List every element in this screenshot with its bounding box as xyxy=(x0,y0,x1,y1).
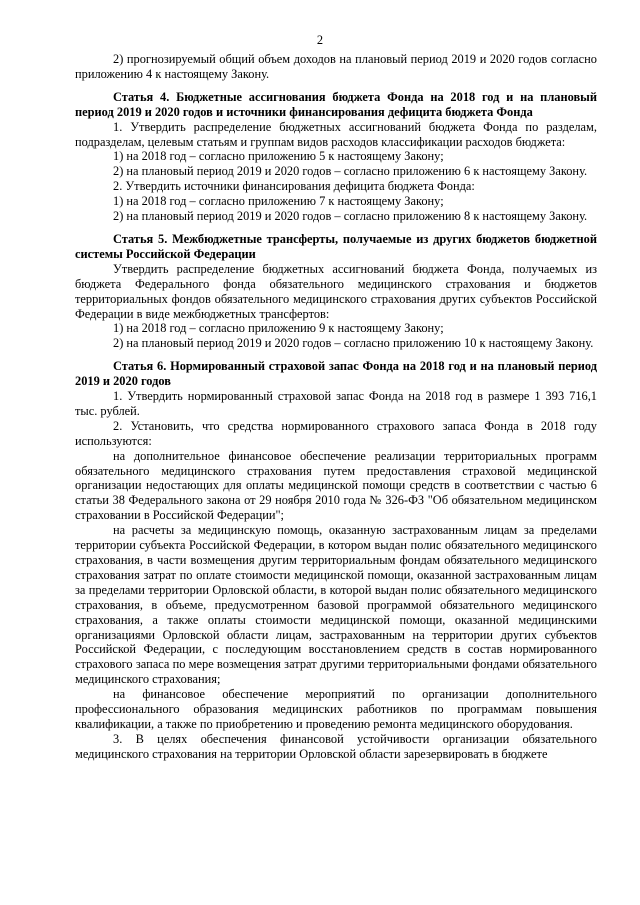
document-body xyxy=(75,52,597,762)
paragraph: 1) на 2018 год – согласно приложению 7 к настоящему Закону; xyxy=(113,194,444,209)
paragraph: Утвердить распределение бюджетных ассигнований бюджета Фонда, получаемых из бюджета Федерального фонда обязательного медицинского страхования и бюджетов территориальных фондов обязательного медицинского страхования других субъектов Российской Федерации в виде межбюджетных трансфертов: xyxy=(75,261,597,321)
page-number: 2 xyxy=(316,33,324,47)
paragraph: на расчеты за медицинскую помощь, оказанную застрахованным лицам за пределами территории субъекта Российской Федерации, в котором выдан полис обязательного медицинского страхования, в части возмещения другим территориальным фондам обязательного медицинского страхования затрат по оплате стоимости медицинской помощи, оказанной застрахованным лицам за пределами территории Орловской области, в которой выдан полис обязательного медицинского страхования, в объеме, предусмотренном базовой программой обязательного медицинского страхования, а также оплаты стоимости медицинской помощи, оказанной медицинскими организациями Орловской области лицам, застрахованным на территории других субъектов Российской Федерации, с последующим восстановлением средств в состав нормированного страхового запаса по мере возмещения затрат другими территориальными фондами обязательного медицинского страхования; xyxy=(75,523,597,687)
paragraph: 2) на плановый период 2019 и 2020 годов – согласно приложению 10 к настоящему Закону. xyxy=(113,336,594,351)
paragraph: 1) на 2018 год – согласно приложению 9 к настоящему Закону; xyxy=(113,321,444,336)
paragraph: на дополнительное финансовое обеспечение реализации территориальных программ обязательного медицинского страхования путем предоставления страховой медицинской организации недостающих для оплаты медицинской помощи средств в соответствии с частью 6 статьи 38 Федерального закона от 29 ноября 2010 года № 326-ФЗ "Об обязательном медицинском страховании в Российской Федерации"; xyxy=(75,448,597,523)
paragraph: 1. Утвердить распределение бюджетных ассигнований бюджета Фонда по разделам, подразделам, целевым статьям и группам видов расходов классификации расходов бюджета: xyxy=(75,119,597,149)
article-heading: Статья 6. Нормированный страховой запас Фонда на 2018 год и на плановый период 2019 и 2020 годов xyxy=(75,359,597,389)
article-heading: Статья 4. Бюджетные ассигнования бюджета Фонда на 2018 год и на плановый период 2019 и 2020 годов и источники финансирования дефицита бюджета Фонда xyxy=(75,89,597,119)
paragraph: 2) на плановый период 2019 и 2020 годов – согласно приложению 8 к настоящему Закону. xyxy=(113,209,588,224)
paragraph: 2. Утвердить источники финансирования дефицита бюджета Фонда: xyxy=(113,179,475,194)
paragraph: 3. В целях обеспечения финансовой устойчивости организации обязательного медицинского страхования на территории Орловской области зарезервировать в бюджете xyxy=(75,731,597,761)
paragraph: на финансовое обеспечение мероприятий по организации дополнительного профессионального образования медицинских работников по программам повышения квалификации, а также по приобретению и проведению ремонта медицинского оборудования. xyxy=(75,687,597,731)
paragraph: 1) на 2018 год – согласно приложению 5 к настоящему Закону; xyxy=(113,149,444,164)
paragraph: 2) прогнозируемый общий объем доходов на плановый период 2019 и 2020 годов согласно приложению 4 к настоящему Закону. xyxy=(75,52,597,81)
paragraph: 2) на плановый период 2019 и 2020 годов – согласно приложению 6 к настоящему Закону. xyxy=(113,164,588,179)
paragraph: 2. Установить, что средства нормированного страхового запаса Фонда в 2018 году используются: xyxy=(75,418,597,448)
article-heading: Статья 5. Межбюджетные трансферты, получаемые из других бюджетов бюджетной системы Российской Федерации xyxy=(75,231,597,261)
paragraph: 1. Утвердить нормированный страховой запас Фонда на 2018 год в размере 1 393 716,1 тыс. рублей. xyxy=(75,389,597,418)
